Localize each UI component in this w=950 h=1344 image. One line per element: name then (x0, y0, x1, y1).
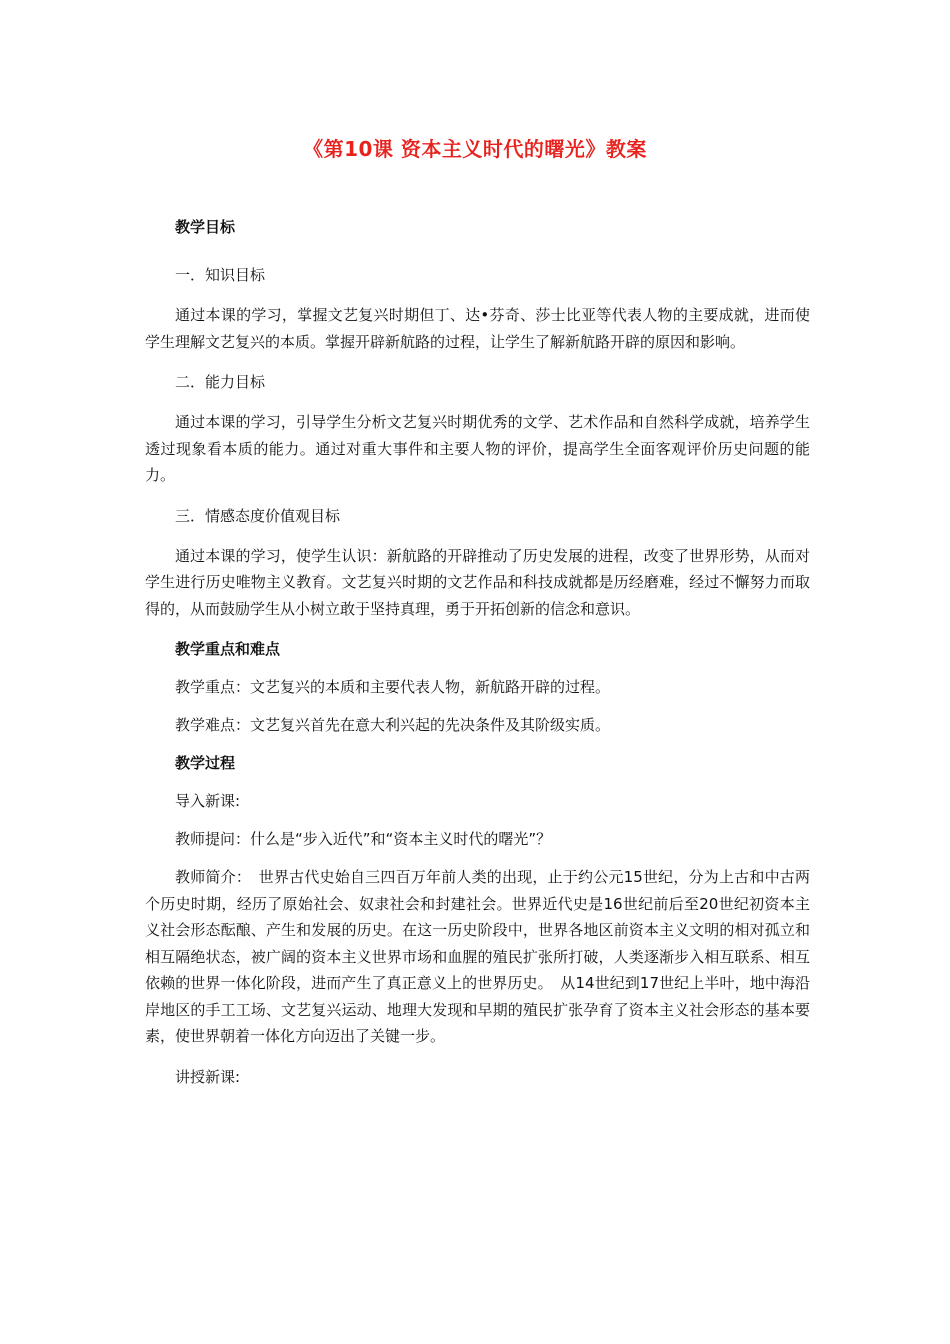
knowledge-paragraph: 通过本课的学习，掌握文艺复兴时期但丁、达•芬奇、莎士比亚等代表人物的主要成就，进而使学生理解文艺复兴的本质。掌握开辟新航路的过程，让学生了解新航路开辟的原因和影响。 (145, 306, 810, 351)
document-body (145, 214, 810, 1104)
document-title: 《第10课 资本主义时代的曙光》教案 (303, 137, 647, 161)
new-lesson-label: 讲授新课: (175, 1067, 241, 1086)
key-point: 教学重点：文艺复兴的本质和主要代表人物，新航路开辟的过程。 (175, 678, 611, 696)
intro-label: 导入新课: (175, 792, 241, 810)
teacher-question: 教师提问：什么是“步入近代”和“资本主义时代的曙光”？ (175, 830, 552, 848)
ability-paragraph: 通过本课的学习，引导学生分析文艺复兴时期优秀的文学、艺术作品和自然科学成就，培养学生透过现象看本质的能力。通过对重大事件和主要人物的评价，提高学生全面客观评价历史问题的能力。 (145, 413, 810, 484)
difficult-point: 教学难点：文艺复兴首先在意大利兴起的先决条件及其阶级实质。 (175, 716, 611, 734)
key-points-heading: 教学重点和难点 (175, 640, 281, 658)
teacher-intro-paragraph: 教师简介： 世界古代史始自三四百万年前人类的出现，止于约公元15世纪，分为上古和中古两个历史时期，经历了原始社会、奴隶社会和封建社会。世界近代史是16世纪前后至20世纪初资本主义社会形态酝酿、产生和发展的历史。在这一历史阶段中，世界各地区前资本主义文明的相对孤立和相互隔绝状态，被广阔的资本主义世界市场和血腥的殖民扩张所打破，人类逐渐步入相互联系、相互依赖的世界一体化阶段，进而产生了真正意义上的世界历史。 从14世纪到17世纪上半叶，地中海沿岸地区的手工工场、文艺复兴运动、地理大发现和早期的殖民扩张孕育了资本主义社会形态的基本要素，使世界朝着一体化方向迈出了关键一步。 (145, 868, 810, 1045)
process-heading: 教学过程 (175, 754, 236, 772)
objectives-heading: 教学目标 (175, 218, 236, 236)
knowledge-heading: 一．知识目标 (175, 266, 266, 284)
emotion-paragraph: 通过本课的学习，使学生认识：新航路的开辟推动了历史发展的进程，改变了世界形势，从而对学生进行历史唯物主义教育。文艺复兴时期的文艺作品和科技成就都是历经磨难，经过不懈努力而取得的，从而鼓励学生从小树立敢于坚持真理，勇于开拓创新的信念和意识。 (145, 546, 810, 618)
emotion-heading: 三．情感态度价值观目标 (175, 506, 341, 525)
ability-heading: 二．能力目标 (175, 373, 266, 391)
